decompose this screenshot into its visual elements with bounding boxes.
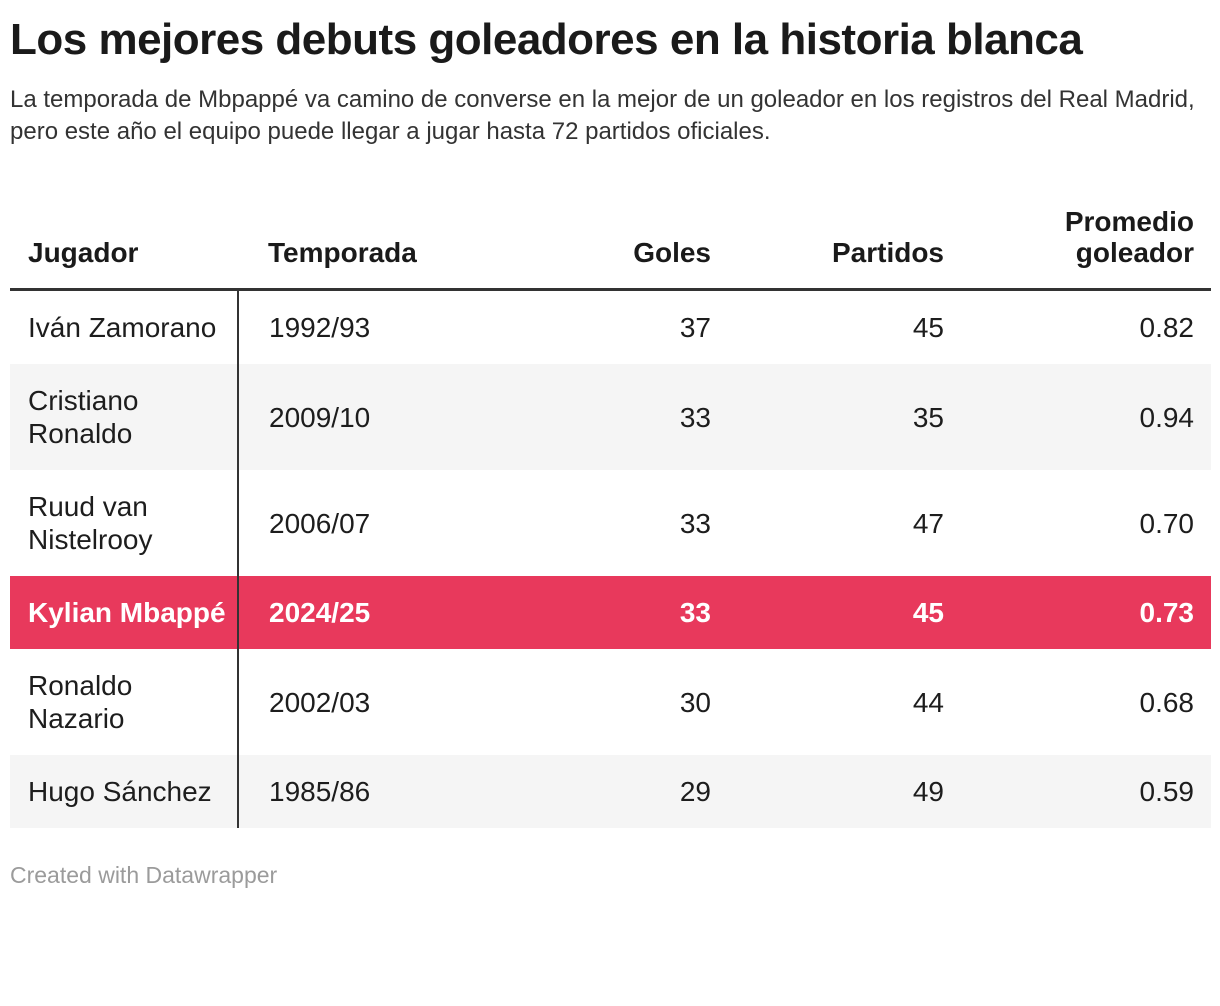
- cell-player: Hugo Sánchez: [10, 755, 238, 828]
- cell-promedio: 0.59: [1139, 776, 1194, 807]
- cell-goles: 30: [679, 686, 711, 718]
- cell-player: Iván Zamorano: [10, 290, 238, 365]
- table-row: [10, 755, 1211, 828]
- cell-goles: 33: [679, 401, 711, 433]
- cell-goles: 29: [679, 776, 711, 807]
- column-header-player: Jugador: [10, 206, 238, 290]
- cell-partidos: 44: [912, 686, 944, 718]
- cell-goles: 37: [679, 312, 711, 343]
- cell-partidos: 47: [912, 507, 944, 539]
- cell-temporada: 2002/03: [269, 686, 371, 718]
- cell-player: Kylian Mbappé: [10, 576, 238, 649]
- cell-goles: 33: [679, 597, 711, 628]
- data-table: [10, 206, 1211, 828]
- cell-partidos: 35: [912, 401, 944, 433]
- cell-goles: 33: [679, 507, 711, 539]
- cell-player: Cristiano Ronaldo: [10, 364, 238, 470]
- attribution: [10, 860, 1211, 890]
- cell-partidos: 45: [912, 312, 944, 343]
- column-header-goles: Goles: [478, 206, 728, 290]
- table-row: [10, 470, 1211, 576]
- attribution-text: Created with Datawrapper: [10, 862, 278, 888]
- cell-promedio: 0.70: [1139, 507, 1194, 539]
- chart-title: Los mejores debuts goleadores en la historia blanca: [10, 15, 1083, 64]
- cell-temporada: 2009/10: [269, 401, 371, 433]
- cell-temporada: 1992/93: [269, 312, 371, 343]
- table-row: [10, 576, 1211, 649]
- table-row: [10, 290, 1211, 365]
- cell-temporada: 2024/25: [269, 597, 371, 628]
- cell-player: Ronaldo Nazario: [10, 649, 238, 755]
- column-header-temporada: Temporada: [238, 206, 478, 290]
- table-row: [10, 649, 1211, 755]
- cell-promedio: 0.94: [1139, 401, 1194, 433]
- cell-partidos: 45: [912, 597, 944, 628]
- cell-promedio: 0.73: [1139, 597, 1194, 628]
- table-row: [10, 364, 1211, 470]
- cell-promedio: 0.68: [1139, 686, 1194, 718]
- table-header-row: [10, 206, 1211, 290]
- cell-temporada: 1985/86: [269, 776, 371, 807]
- cell-promedio: 0.82: [1139, 312, 1194, 343]
- cell-partidos: 49: [912, 776, 944, 807]
- cell-player: Ruud van Nistelrooy: [10, 470, 238, 576]
- column-header-partidos: Partidos: [728, 206, 961, 290]
- chart-subtitle: La temporada de Mbpappé va camino de converse en la mejor de un goleador en los registros del Real Madrid, pero este año el equipo puede llegar a jugar hasta 72 partidos oficiales.: [10, 86, 1195, 145]
- column-header-promedio: Promedio goleador: [961, 206, 1211, 290]
- cell-temporada: 2006/07: [269, 507, 371, 539]
